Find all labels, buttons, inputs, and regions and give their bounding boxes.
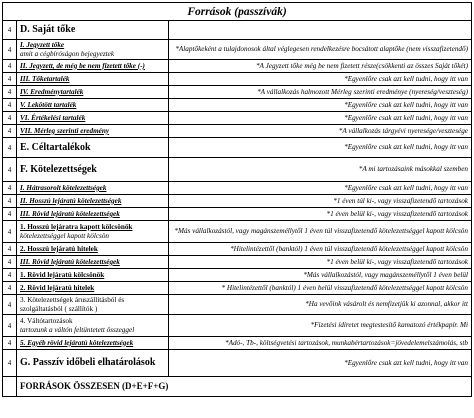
row-item-label: 4. Váltótartozások bbox=[20, 317, 73, 325]
row-note: *A Jegyzett tőke még be nem fizetett része(csökkenti az összes Saját tőkét) bbox=[169, 60, 472, 73]
row-number: 4 bbox=[3, 86, 17, 99]
row-number: 4 bbox=[3, 138, 17, 158]
row-item-name bbox=[17, 112, 169, 125]
row-item-name bbox=[17, 40, 169, 60]
table-row bbox=[3, 99, 472, 112]
row-number: 4 bbox=[3, 315, 17, 337]
row-note: *Alaptőkeként a tulajdonosok által véglegesen rendelkezésre bocsátott alaptőke (nem visszafizetendő) bbox=[169, 40, 472, 60]
row-item-label: V. Lekötött tartalék bbox=[20, 100, 77, 109]
row-item-label: VI. Értékelési tartalék bbox=[20, 113, 86, 122]
row-item-label: F. Kötelezettségek bbox=[20, 163, 97, 175]
table-row bbox=[3, 337, 472, 350]
table-row bbox=[3, 350, 472, 377]
row-item-label: III. Tőketartalék bbox=[20, 74, 70, 83]
row-item-name bbox=[17, 377, 472, 397]
row-item-label: III. Rövid lejáratú kötelezettségek bbox=[20, 209, 120, 218]
row-note: * Hitelintézettől (banktól) 1 éven belül visszafizetendő kötelezettséggel kapott kölcsön bbox=[169, 282, 472, 295]
row-item-name bbox=[17, 195, 169, 208]
row-item-name bbox=[17, 138, 169, 158]
row-number: 4 bbox=[3, 295, 17, 315]
row-item-label: 5. Egyéb rövid lejáratú kötelezettségek bbox=[20, 338, 134, 347]
row-note: *Egyenlőre csak azt kell tudni, hogy itt van bbox=[169, 73, 472, 86]
table-row bbox=[3, 269, 472, 282]
row-number: 4 bbox=[3, 182, 17, 195]
row-note: *A vállalkozás tárgyévi nyeresége/vesztesége bbox=[169, 125, 472, 138]
row-note: *Hitelintézettől (banktól) 1 éven túl visszafizetendő kötelezettséggel kapott kölcsön bbox=[169, 243, 472, 256]
row-item-name bbox=[17, 86, 169, 99]
row-item-name bbox=[17, 208, 169, 221]
row-item-label: FORRÁSOK ÖSSZESEN (D+E+F+G) bbox=[20, 381, 169, 392]
row-item-label: II. Jegyzett, de még be nem fizetett tőke (-) bbox=[20, 61, 145, 70]
row-number: 4 bbox=[3, 350, 17, 377]
row-note: *1 éven túl ki-, vagy visszafizetendő tartozások bbox=[169, 195, 472, 208]
row-number: 4 bbox=[3, 99, 17, 112]
table-row bbox=[3, 243, 472, 256]
row-item-label: D. Saját tőke bbox=[20, 24, 76, 35]
row-number: 4 bbox=[3, 221, 17, 243]
table-row bbox=[3, 112, 472, 125]
row-number: 4 bbox=[3, 243, 17, 256]
row-note: *Más vállalkozástól, vagy magánszeméllytől 1 éven belül bbox=[169, 269, 472, 282]
row-number: 4 bbox=[3, 337, 17, 350]
row-number: 4 bbox=[3, 195, 17, 208]
table-row bbox=[3, 256, 472, 269]
table-row bbox=[3, 377, 472, 397]
row-note: *Fizetési ídíretet megtestesítő kamatozó értékpapír. Mi bbox=[169, 315, 472, 337]
row-item-sublabel: tartozunk a váltón feltüntetett összeggel bbox=[20, 325, 135, 334]
row-item-label: 3. Kötelezettségek áruszállításból és szolgáltatásból ( szállítók ) bbox=[20, 296, 125, 313]
row-item-label: 2. Rövid lejáratú hitelek bbox=[20, 283, 95, 292]
row-item-name bbox=[17, 295, 169, 315]
row-note: *Egyenlőre csak azt kell tudni, hogy itt van bbox=[169, 182, 472, 195]
table-row bbox=[3, 21, 472, 40]
row-note: *Egyenlőre csak azt kell tudni, hogy itt van bbox=[169, 138, 472, 158]
row-item-label: III. Rövid lejáratú kötelezettségek bbox=[20, 257, 120, 266]
row-number: 4 bbox=[3, 158, 17, 182]
table-row bbox=[3, 221, 472, 243]
row-item-sublabel: amit a cégbíróságon bejegyeztek bbox=[20, 49, 115, 58]
row-note bbox=[169, 21, 472, 40]
table-title: Források (passzívák) bbox=[3, 3, 472, 21]
row-note: *Adó-, Tb-, költségvetési tartozások, munkabértartozások=jövedelemelszámolás, stb bbox=[169, 337, 472, 350]
row-item-name bbox=[17, 21, 169, 40]
row-item-label: II. Hosszú lejáratú kötelezettségek bbox=[20, 196, 122, 205]
table-row bbox=[3, 158, 472, 182]
row-note: *Más vállalkozástól, vagy magánszeméllytől 1 éven túl visszafizetendő kötelezettséggel kapott kölcsön bbox=[169, 221, 472, 243]
row-number: 4 bbox=[3, 21, 17, 40]
row-item-label: 1. Hosszú lejáratra kapott kölcsönök bbox=[20, 223, 133, 231]
row-note: *Egyenlőre csak azt kell tudni, hogy itt van bbox=[169, 99, 472, 112]
row-item-name bbox=[17, 99, 169, 112]
table-row bbox=[3, 86, 472, 99]
row-item-name bbox=[17, 73, 169, 86]
row-item-label: G. Passzív időbeli elhatárolások bbox=[20, 357, 156, 368]
row-number: 4 bbox=[3, 60, 17, 73]
table-row bbox=[3, 282, 472, 295]
sources-table bbox=[2, 2, 472, 397]
row-item-name bbox=[17, 282, 169, 295]
row-item-sublabel: kötelezettséggel kapott kölcsön bbox=[20, 231, 110, 240]
row-note: *A mi tartozásaink másokkal szemben bbox=[169, 158, 472, 182]
row-item-name bbox=[17, 269, 169, 282]
table-row bbox=[3, 60, 472, 73]
table-row bbox=[3, 40, 472, 60]
row-item-name bbox=[17, 315, 169, 337]
row-item-label: 1. Rövid lejáratú kölcsönök bbox=[20, 270, 105, 279]
row-note: *1 éven belül ki-, vagy visszafizetendő tartozások bbox=[169, 256, 472, 269]
row-number: 4 bbox=[3, 112, 17, 125]
row-item-name bbox=[17, 337, 169, 350]
row-item-label: 2. Hosszú lejáratú hitelek bbox=[20, 244, 98, 253]
sources-table-wrapper bbox=[2, 2, 471, 397]
row-item-name bbox=[17, 256, 169, 269]
row-item-name bbox=[17, 182, 169, 195]
row-number: 4 bbox=[3, 125, 17, 138]
table-title-row bbox=[3, 3, 472, 21]
row-number: 4 bbox=[3, 40, 17, 60]
table-row bbox=[3, 138, 472, 158]
row-item-name bbox=[17, 60, 169, 73]
row-item-label: I. Jegyzett tőke bbox=[20, 41, 65, 49]
table-row bbox=[3, 315, 472, 337]
row-item-name bbox=[17, 221, 169, 243]
row-item-label: I. Hátrasorolt kötelezettségek bbox=[20, 183, 107, 192]
row-note: *1 éven belül ki-, vagy visszafizetendő tartozások bbox=[169, 208, 472, 221]
table-row bbox=[3, 208, 472, 221]
row-number: 4 bbox=[3, 208, 17, 221]
row-item-name bbox=[17, 243, 169, 256]
row-item-name bbox=[17, 158, 169, 182]
row-item-label: IV. Eredménytartalék bbox=[20, 87, 84, 96]
row-item-name bbox=[17, 125, 169, 138]
row-note: *Egyenlőre csak azt kell tudni, hogy itt van bbox=[169, 112, 472, 125]
table-row bbox=[3, 125, 472, 138]
row-number: 4 bbox=[3, 282, 17, 295]
table-row bbox=[3, 195, 472, 208]
row-item-label: VII. Mérleg szerinti eredmény bbox=[20, 126, 110, 135]
row-note: *Ha vevőink vásárolt és nemfizetjük ki azonnal, akkor itt bbox=[169, 295, 472, 315]
table-row bbox=[3, 73, 472, 86]
row-item-name bbox=[17, 350, 169, 377]
row-number bbox=[3, 377, 17, 397]
row-number: 4 bbox=[3, 73, 17, 86]
row-note: *Egyenlőre csak azt kell tudni, hogy itt van bbox=[169, 350, 472, 377]
table-row bbox=[3, 295, 472, 315]
table-row bbox=[3, 182, 472, 195]
row-number: 4 bbox=[3, 269, 17, 282]
row-item-label: E. Céltartalékok bbox=[20, 141, 91, 153]
row-note: *A vállalkozás halmozott Mérleg szerinti eredménye (nyereség/veszteség) bbox=[169, 86, 472, 99]
row-number: 4 bbox=[3, 256, 17, 269]
